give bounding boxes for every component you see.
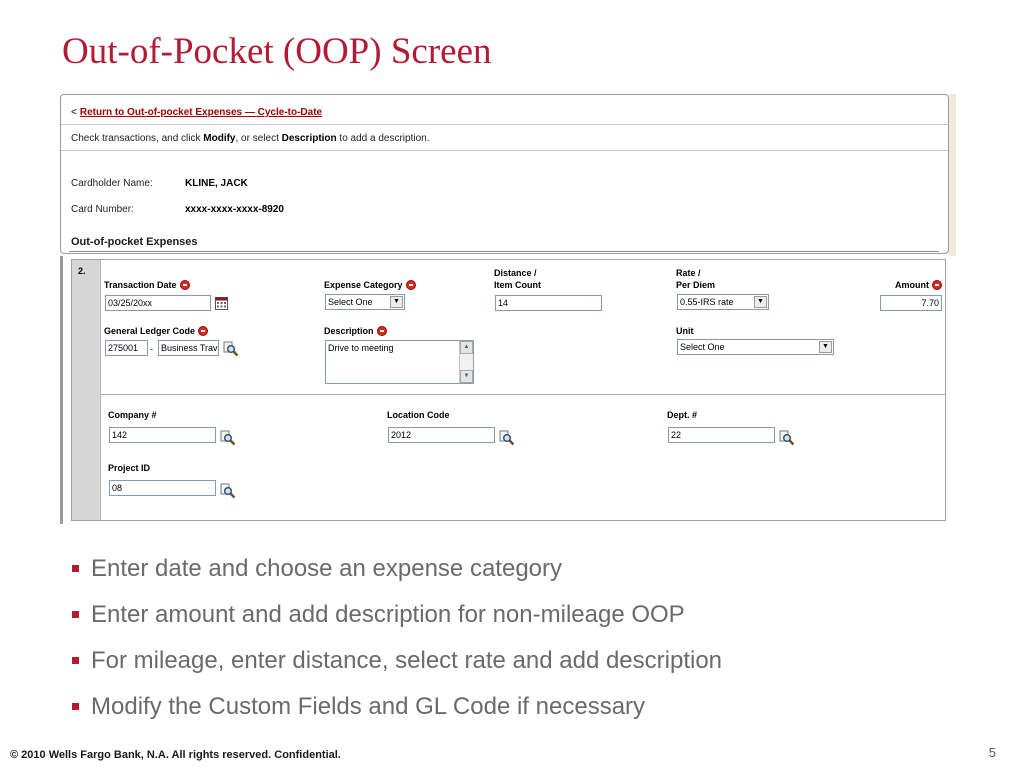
project-id-input[interactable]: 08 bbox=[109, 480, 216, 496]
unit-select[interactable] bbox=[677, 339, 834, 355]
scrollbar[interactable] bbox=[459, 341, 473, 383]
transaction-date-input[interactable]: 03/25/20xx bbox=[105, 295, 211, 311]
transaction-date-label-text: Transaction Date bbox=[104, 280, 177, 290]
instructions-suffix: to add a description. bbox=[336, 133, 430, 144]
oop-screenshot bbox=[60, 94, 956, 524]
distance-input[interactable]: 14 bbox=[495, 295, 602, 311]
bullet-item bbox=[72, 601, 972, 647]
company-label: Company # bbox=[108, 410, 157, 420]
project-id-label: Project ID bbox=[108, 463, 151, 473]
section-title: Out-of-pocket Expenses bbox=[71, 236, 198, 248]
card-number-label: Card Number: bbox=[71, 204, 134, 215]
company-input[interactable]: 142 bbox=[109, 427, 216, 443]
location-code-input[interactable]: 2012 bbox=[388, 427, 495, 443]
expense-category-label-text: Expense Category bbox=[324, 280, 403, 290]
unit-label: Unit bbox=[676, 326, 694, 336]
bullet-item bbox=[72, 647, 972, 693]
instructions-description: Description bbox=[281, 133, 337, 144]
expense-category-selected: Select One bbox=[328, 297, 373, 307]
required-icon bbox=[406, 280, 416, 290]
required-icon bbox=[180, 280, 190, 290]
amount-label-text: Amount bbox=[895, 280, 929, 290]
expense-form bbox=[71, 259, 946, 521]
bullet-text: For mileage, enter distance, select rate and add description bbox=[91, 647, 723, 674]
amount-input[interactable]: 7.70 bbox=[880, 295, 942, 311]
description-value: Drive to meeting bbox=[328, 343, 394, 353]
cardholder-name-label: Cardholder Name: bbox=[71, 178, 153, 189]
description-textarea[interactable] bbox=[325, 340, 474, 384]
gl-code-label bbox=[104, 325, 208, 337]
scroll-up-icon[interactable]: ▲ bbox=[460, 341, 473, 354]
slide-title: Out-of-Pocket (OOP) Screen bbox=[62, 31, 492, 72]
bullet-marker bbox=[72, 565, 79, 572]
bullet-item bbox=[72, 693, 972, 739]
instructions-modify: Modify bbox=[203, 133, 236, 144]
card-number-value: xxxx-xxxx-xxxx-8920 bbox=[185, 204, 284, 215]
cardholder-name-value: KLINE, JACK bbox=[185, 178, 248, 189]
section-divider bbox=[69, 251, 939, 252]
row-number: 2. bbox=[78, 266, 86, 276]
divider bbox=[61, 124, 948, 125]
description-label bbox=[324, 325, 387, 337]
instructions-prefix: Check transactions, and click bbox=[71, 133, 204, 144]
footer-copyright: © 2010 Wells Fargo Bank, N.A. All rights reserved. Confidential. bbox=[10, 749, 341, 761]
expense-category-label bbox=[324, 279, 416, 291]
description-label-text: Description bbox=[324, 326, 374, 336]
right-strip bbox=[949, 94, 956, 256]
gl-separator: - bbox=[150, 344, 153, 354]
gl-code-input[interactable]: 275001 bbox=[105, 340, 148, 356]
instructions bbox=[71, 133, 430, 144]
back-link[interactable] bbox=[71, 107, 322, 118]
required-icon bbox=[377, 326, 387, 336]
divider bbox=[61, 150, 948, 151]
gl-name-input[interactable]: Business Trav bbox=[158, 340, 219, 356]
chevron-down-icon: ▼ bbox=[390, 296, 403, 308]
bullet-marker bbox=[72, 611, 79, 618]
required-icon bbox=[932, 280, 942, 290]
back-arrow-icon: < bbox=[71, 107, 77, 118]
custom-fields-divider bbox=[101, 394, 946, 395]
unit-selected: Select One bbox=[680, 342, 725, 352]
row-number-column bbox=[72, 260, 101, 520]
rate-selected: 0.55-IRS rate bbox=[680, 297, 734, 307]
calendar-icon[interactable] bbox=[215, 296, 228, 310]
page-number: 5 bbox=[988, 745, 996, 760]
chevron-down-icon: ▼ bbox=[819, 341, 832, 353]
magnifier-icon[interactable] bbox=[499, 430, 515, 446]
required-icon bbox=[198, 326, 208, 336]
bullet-item bbox=[72, 555, 972, 601]
instructions-middle: , or select bbox=[235, 133, 282, 144]
bullet-text: Enter amount and add description for non-mileage OOP bbox=[91, 601, 685, 628]
bullet-marker bbox=[72, 657, 79, 664]
header-panel bbox=[60, 94, 949, 254]
back-link-text[interactable]: Return to Out-of-pocket Expenses — Cycle-to-Date bbox=[79, 107, 323, 118]
magnifier-icon[interactable] bbox=[220, 483, 236, 499]
chevron-down-icon: ▼ bbox=[754, 296, 767, 308]
distance-label-line2: Item Count bbox=[494, 280, 541, 290]
magnifier-icon[interactable] bbox=[779, 430, 795, 446]
location-code-label: Location Code bbox=[387, 410, 450, 420]
distance-label-line1: Distance / bbox=[494, 268, 537, 278]
expense-category-select[interactable] bbox=[325, 294, 405, 310]
scroll-down-icon[interactable]: ▼ bbox=[460, 370, 473, 383]
dept-input[interactable]: 22 bbox=[668, 427, 775, 443]
rate-label-line2: Per Diem bbox=[676, 280, 716, 290]
bullet-text: Enter date and choose an expense category bbox=[91, 555, 562, 582]
bullet-marker bbox=[72, 703, 79, 710]
bullet-list bbox=[72, 555, 972, 739]
rate-select[interactable] bbox=[677, 294, 769, 310]
transaction-date-label bbox=[104, 279, 190, 291]
left-edge bbox=[60, 256, 63, 524]
gl-code-label-text: General Ledger Code bbox=[104, 326, 196, 336]
magnifier-icon[interactable] bbox=[223, 341, 239, 357]
rate-label-line1: Rate / bbox=[676, 268, 701, 278]
distance-label bbox=[494, 267, 541, 291]
magnifier-icon[interactable] bbox=[220, 430, 236, 446]
amount-label bbox=[880, 279, 942, 291]
bullet-text: Modify the Custom Fields and GL Code if necessary bbox=[91, 693, 646, 720]
rate-label bbox=[676, 267, 715, 291]
dept-label: Dept. # bbox=[667, 410, 698, 420]
